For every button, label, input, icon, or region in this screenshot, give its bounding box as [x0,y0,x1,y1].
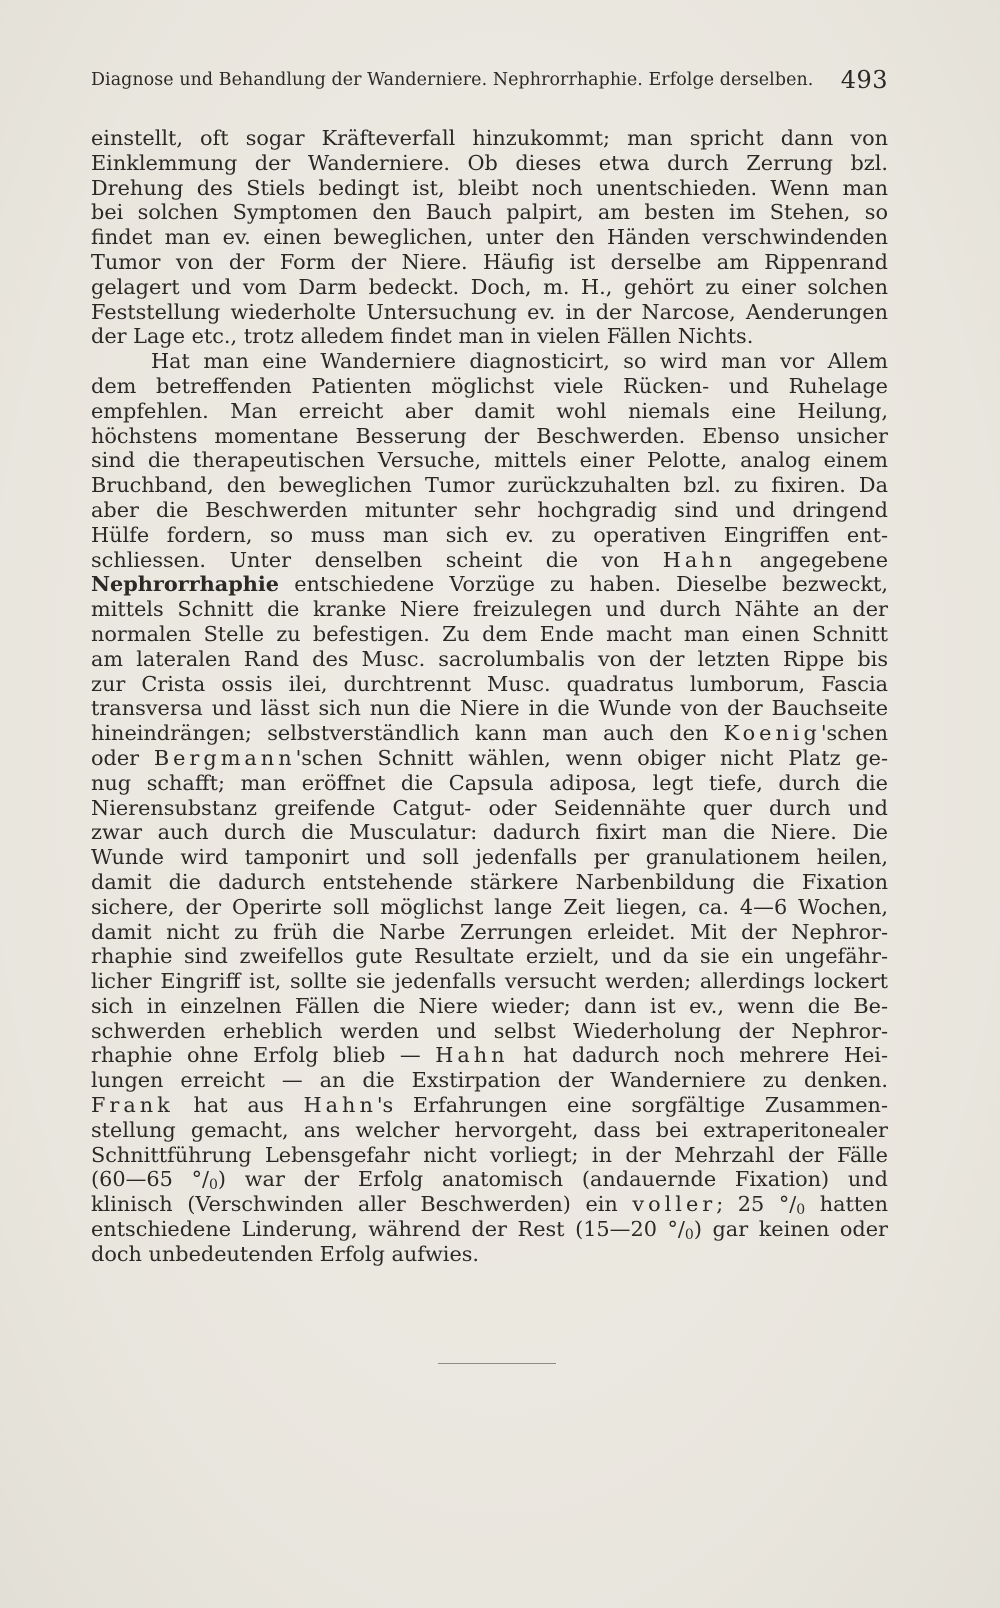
percent-sign: °/ [191,1167,209,1192]
text-line [91,1043,888,1068]
text-line: der Lage etc., trotz alledem findet man in vielen Fällen Nichts. [91,324,754,349]
text-segment: 's Erfahrungen eine sorgfältige Zusammen- [376,1093,888,1118]
text-line: Hat man eine Wanderniere diagnosticirt, so wird man vor Allem [151,349,888,374]
text-line: sind die therapeutischen Versuche, mittels einer Pelotte, analog einem [91,448,888,473]
text-line: Feststellung wiederholte Untersuchung ev. in der Narcose, Aenderungen [91,299,888,324]
text-segment: angegebene [759,547,888,572]
section-rule [438,1363,556,1364]
text-line: licher Eingriff ist, sollte sie jedenfalls versucht werden; allerdings lockert [91,969,888,994]
text-line [91,1217,888,1242]
text-segment: hat dadurch noch mehrere Hei- [523,1043,888,1068]
text-line: Schnittführung Lebensgefahr nicht vorliegt; in der Mehrzahl der Fälle [91,1142,888,1167]
text-line: einstellt, oft sogar Kräfteverfall hinzukommt; man spricht dann von [91,126,888,150]
text-line [91,548,888,573]
text-line [91,1192,888,1217]
body-text [91,126,888,1267]
text-segment: entschiedene Vorzüge zu haben. Dieselbe bezweckt, [294,572,888,597]
text-segment: ; 25 [716,1192,779,1217]
text-line: bei solchen Symptomen den Bauch palpirt, am besten im Stehen, so [91,200,888,225]
text-segment: entschiedene Linderung, während der Rest (15—20 [91,1217,668,1242]
text-line: normalen Stelle zu befestigen. Zu dem Ende macht man einen Schnitt [91,621,888,646]
text-segment: (60—65 [91,1167,192,1192]
text-line: nug schafft; man eröffnet die Capsula adiposa, legt tiefe, durch die [91,770,888,795]
author-name-hahn: Hahn [303,1093,377,1118]
text-line: sich in einzelnen Fällen die Niere wieder; dann ist ev., wenn die Be- [91,993,888,1018]
text-line: Drehung des Stiels bedingt ist, bleibt noch unentschieden. Wenn man [91,175,888,200]
text-line: Hülfe fordern, so muss man sich ev. zu operativen Eingriffen ent- [91,522,888,547]
text-segment: 'schen [820,721,888,746]
text-line: zwar auch durch die Musculatur: dadurch fixirt man die Niere. Die [91,820,888,845]
text-line [91,1093,888,1118]
running-head [91,66,888,96]
text-segment: 'schen Schnitt wählen, wenn obiger nicht Platz ge- [295,745,888,770]
text-line: rhaphie sind zweifellos gute Resultate erzielt, und da sie ein ungefähr- [91,944,888,969]
text-line: Wunde wird tamponirt und soll jedenfalls per granulationem heilen, [91,845,888,870]
text-line: am lateralen Rand des Musc. sacrolumbalis von der letzten Rippe bis [91,646,888,671]
text-line: zur Crista ossis ilei, durchtrennt Musc. quadratus lumborum, Fascia [91,671,888,696]
page-number: 493 [840,66,888,94]
text-line: damit nicht zu früh die Narbe Zerrungen erleidet. Mit der Nephror- [91,919,888,944]
term-nephrorrhaphie: Nephrorrhaphie [91,572,280,597]
running-title: Diagnose und Behandlung der Wanderniere. Nephrorrhaphie. Erfolge derselben. [91,70,814,90]
text-segment: oder [91,745,140,770]
percent-sign: °/ [778,1192,797,1217]
text-line: findet man ev. einen beweglichen, unter den Händen verschwindenden [91,225,888,250]
text-line: dem betreffenden Patienten möglichst viele Rücken- und Ruhelage [91,373,888,398]
text-segment: ) war der Erfolg anatomisch (andauernde Fixation) und [217,1167,888,1192]
text-line [91,572,888,597]
text-segment: hatten [805,1192,888,1217]
text-line: sichere, der Operirte soll möglichst lange Zeit liegen, ca. 4—6 Wochen, [91,894,888,919]
text-line [91,721,888,746]
text-line: empfehlen. Man erreicht aber damit wohl niemals eine Heilung, [91,398,888,423]
text-line: damit die dadurch entstehende stärkere Narbenbildung die Fixation [91,869,888,894]
text-line: gelagert und vom Darm bedeckt. Doch, m. H., gehört zu einer solchen [91,274,888,299]
author-name-hahn: Hahn [662,547,737,572]
text-line: Nierensubstanz greifende Catgut- oder Seidennähte quer durch und [91,795,888,820]
text-line [91,1167,888,1192]
text-line: transversa und lässt sich nun die Niere in die Wunde von der Bauchseite [91,696,888,721]
text-line: höchstens momentane Besserung der Beschwerden. Ebenso unsicher [91,423,888,448]
text-line: schwerden erheblich werden und selbst Wiederholung der Nephror- [91,1018,888,1043]
text-segment: hineindrängen; selbstverständlich kann man auch den [91,721,709,746]
text-line: mittels Schnitt die kranke Niere freizulegen und durch Nähte an der [91,597,888,622]
percent-subscript: 0 [684,1227,694,1242]
text-line: Bruchband, den beweglichen Tumor zurückzuhalten bzl. zu fixiren. Da [91,473,888,498]
text-line [91,746,888,771]
author-name-hahn: Hahn [435,1043,509,1068]
text-segment: hat aus [193,1093,284,1118]
percent-subscript: 0 [208,1177,218,1193]
author-name-koenig: Koenig [723,721,821,746]
author-name-bergmann: Bergmann [153,745,296,770]
percent-sign: °/ [667,1217,685,1242]
text-line: Einklemmung der Wanderniere. Ob dieses etwa durch Zerrung bzl. [91,150,888,175]
text-segment: schliessen. Unter denselben scheint die von [91,547,640,572]
text-line: Tumor von der Form der Niere. Häufig ist derselbe am Rippenrand [91,249,888,274]
text-line: stellung gemacht, ans welcher hervorgeht, dass bei extraperitonealer [91,1117,888,1142]
text-segment: ) gar keinen oder [693,1217,888,1242]
text-segment: klinisch (Verschwinden aller Beschwerden) ein [91,1192,618,1217]
text-line: doch unbedeutenden Erfolg aufwies. [91,1241,480,1266]
author-name-frank: Frank [91,1093,174,1118]
percent-subscript: 0 [796,1202,806,1218]
text-line: aber die Beschwerden mitunter sehr hochgradig sind und dringend [91,497,888,522]
text-segment: rhaphie ohne Erfolg blieb — [91,1043,421,1068]
text-line: lungen erreicht — an die Exstirpation der Wanderniere zu denken. [91,1068,888,1093]
term-voller: voller [632,1192,717,1217]
